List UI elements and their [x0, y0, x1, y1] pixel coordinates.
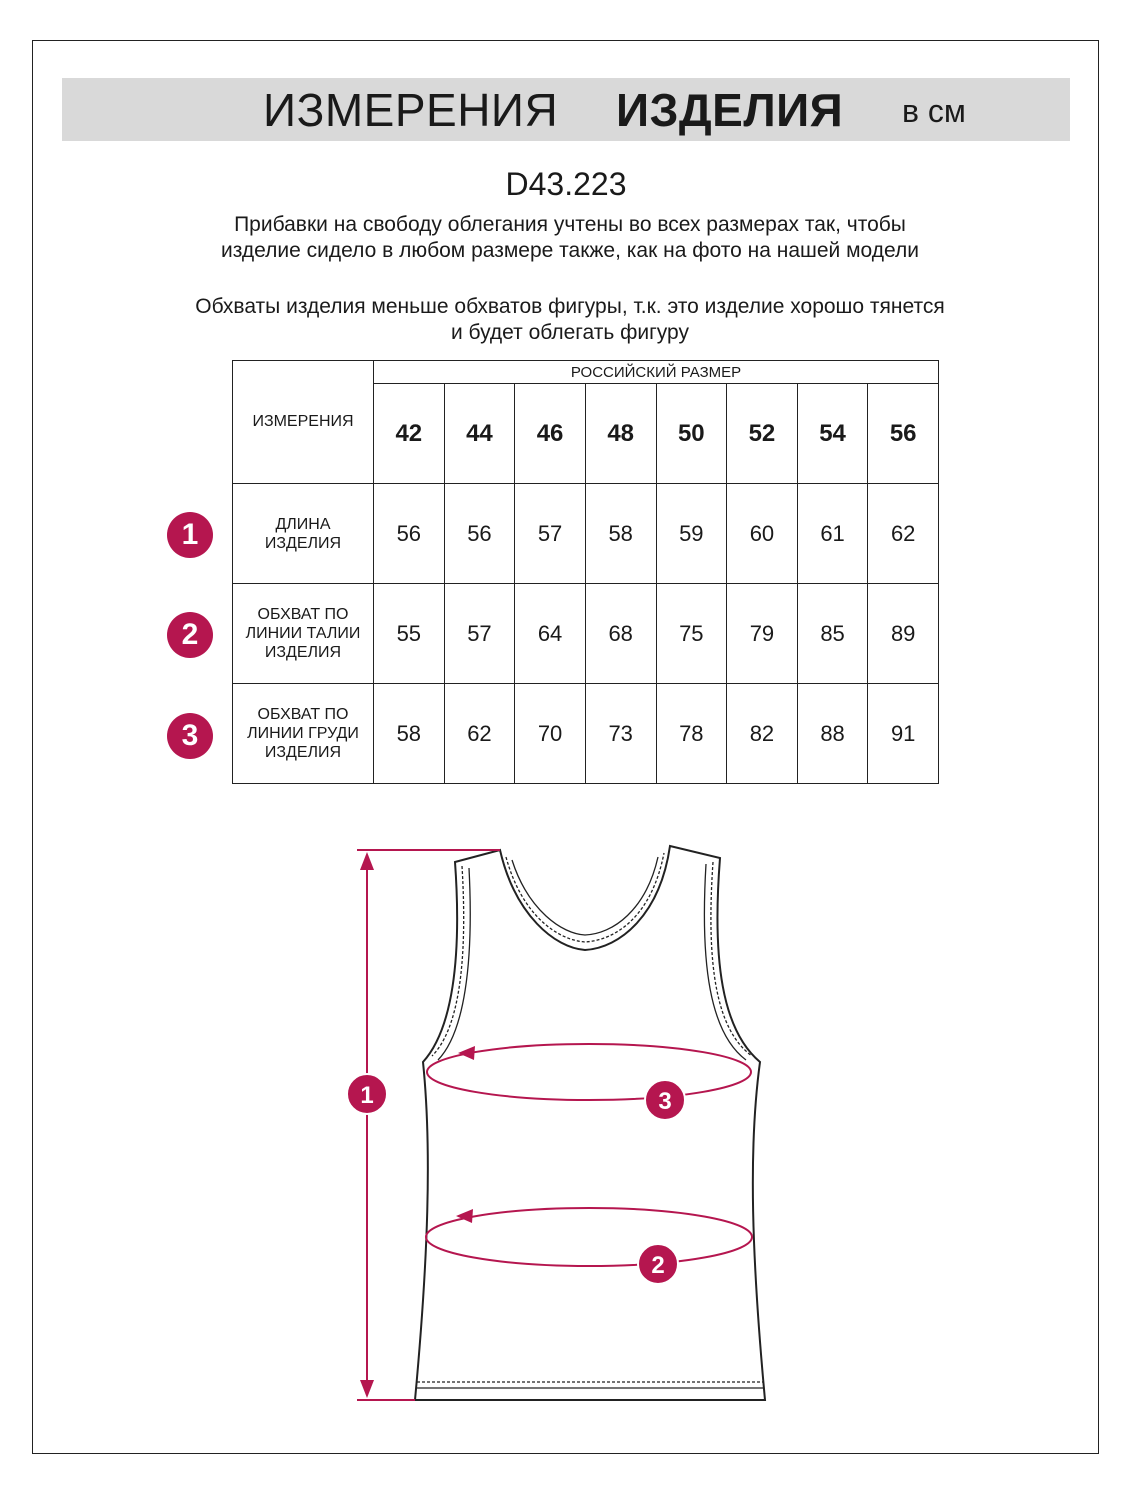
- length-badge: [347, 1074, 387, 1114]
- value-cell: 56: [374, 484, 445, 584]
- size-cell: 48: [585, 384, 656, 484]
- measurements-header: ИЗМЕРЕНИЯ: [233, 361, 374, 484]
- title-regular: ИЗМЕРЕНИЯ: [263, 84, 559, 136]
- value-cell: 58: [374, 684, 445, 784]
- fit-allowance-note: Прибавки на свободу облегания учтены во всех размерах так, чтобы изделие сидело в любом размере также, как на фото на нашей модели: [221, 213, 919, 262]
- chest-measure-ellipse: [427, 1044, 751, 1100]
- size-cell: 50: [656, 384, 727, 484]
- russian-size-header: РОССИЙСКИЙ РАЗМЕР: [374, 361, 939, 384]
- value-cell: 82: [727, 684, 798, 784]
- waist-badge-label: 2: [651, 1252, 665, 1279]
- size-cell: 44: [444, 384, 515, 484]
- value-cell: 73: [585, 684, 656, 784]
- product-code: D43.223: [505, 166, 627, 202]
- title-bold: ИЗДЕЛИЯ: [616, 84, 844, 136]
- size-cell: 54: [797, 384, 868, 484]
- chest-badge: [645, 1080, 685, 1120]
- value-cell: 57: [444, 584, 515, 684]
- waist-badge: [638, 1244, 678, 1284]
- girth-note: Обхваты изделия меньше обхватов фигуры, т.к. это изделие хорошо тянется и будет облегать фигуру: [195, 295, 945, 344]
- row-number-badge: 2: [167, 612, 213, 658]
- value-cell: 89: [868, 584, 939, 684]
- length-measure-line: [357, 850, 500, 1400]
- value-cell: 85: [797, 584, 868, 684]
- value-cell: 79: [727, 584, 798, 684]
- value-cell: 62: [868, 484, 939, 584]
- value-cell: 62: [444, 684, 515, 784]
- value-cell: 56: [444, 484, 515, 584]
- value-cell: 78: [656, 684, 727, 784]
- value-cell: 61: [797, 484, 868, 584]
- title-unit: в см: [902, 93, 966, 129]
- row-number-badge: 3: [167, 713, 213, 759]
- value-cell: 70: [515, 684, 586, 784]
- row-label-text: ОБХВАТ ПО ЛИНИИ ГРУДИ ИЗДЕЛИЯ: [247, 706, 359, 761]
- value-cell: 88: [797, 684, 868, 784]
- size-cell: 46: [515, 384, 586, 484]
- value-cell: 59: [656, 484, 727, 584]
- value-cell: 75: [656, 584, 727, 684]
- length-badge-label: 1: [360, 1082, 374, 1109]
- size-cell: 52: [727, 384, 798, 484]
- value-cell: 55: [374, 584, 445, 684]
- row-label-text: ОБХВАТ ПО ЛИНИИ ТАЛИИ ИЗДЕЛИЯ: [245, 606, 361, 661]
- chest-badge-label: 3: [658, 1088, 672, 1115]
- row-number-badge: 1: [167, 512, 213, 558]
- value-cell: 64: [515, 584, 586, 684]
- row-label-text: ДЛИНА ИЗДЕЛИЯ: [264, 515, 342, 552]
- size-cell: 42: [374, 384, 445, 484]
- tank-top-outline: [415, 846, 765, 1400]
- value-cell: 68: [585, 584, 656, 684]
- value-cell: 60: [727, 484, 798, 584]
- value-cell: 58: [585, 484, 656, 584]
- value-cell: 91: [868, 684, 939, 784]
- value-cell: 57: [515, 484, 586, 584]
- waist-measure-ellipse: [426, 1208, 752, 1266]
- size-cell: 56: [868, 384, 939, 484]
